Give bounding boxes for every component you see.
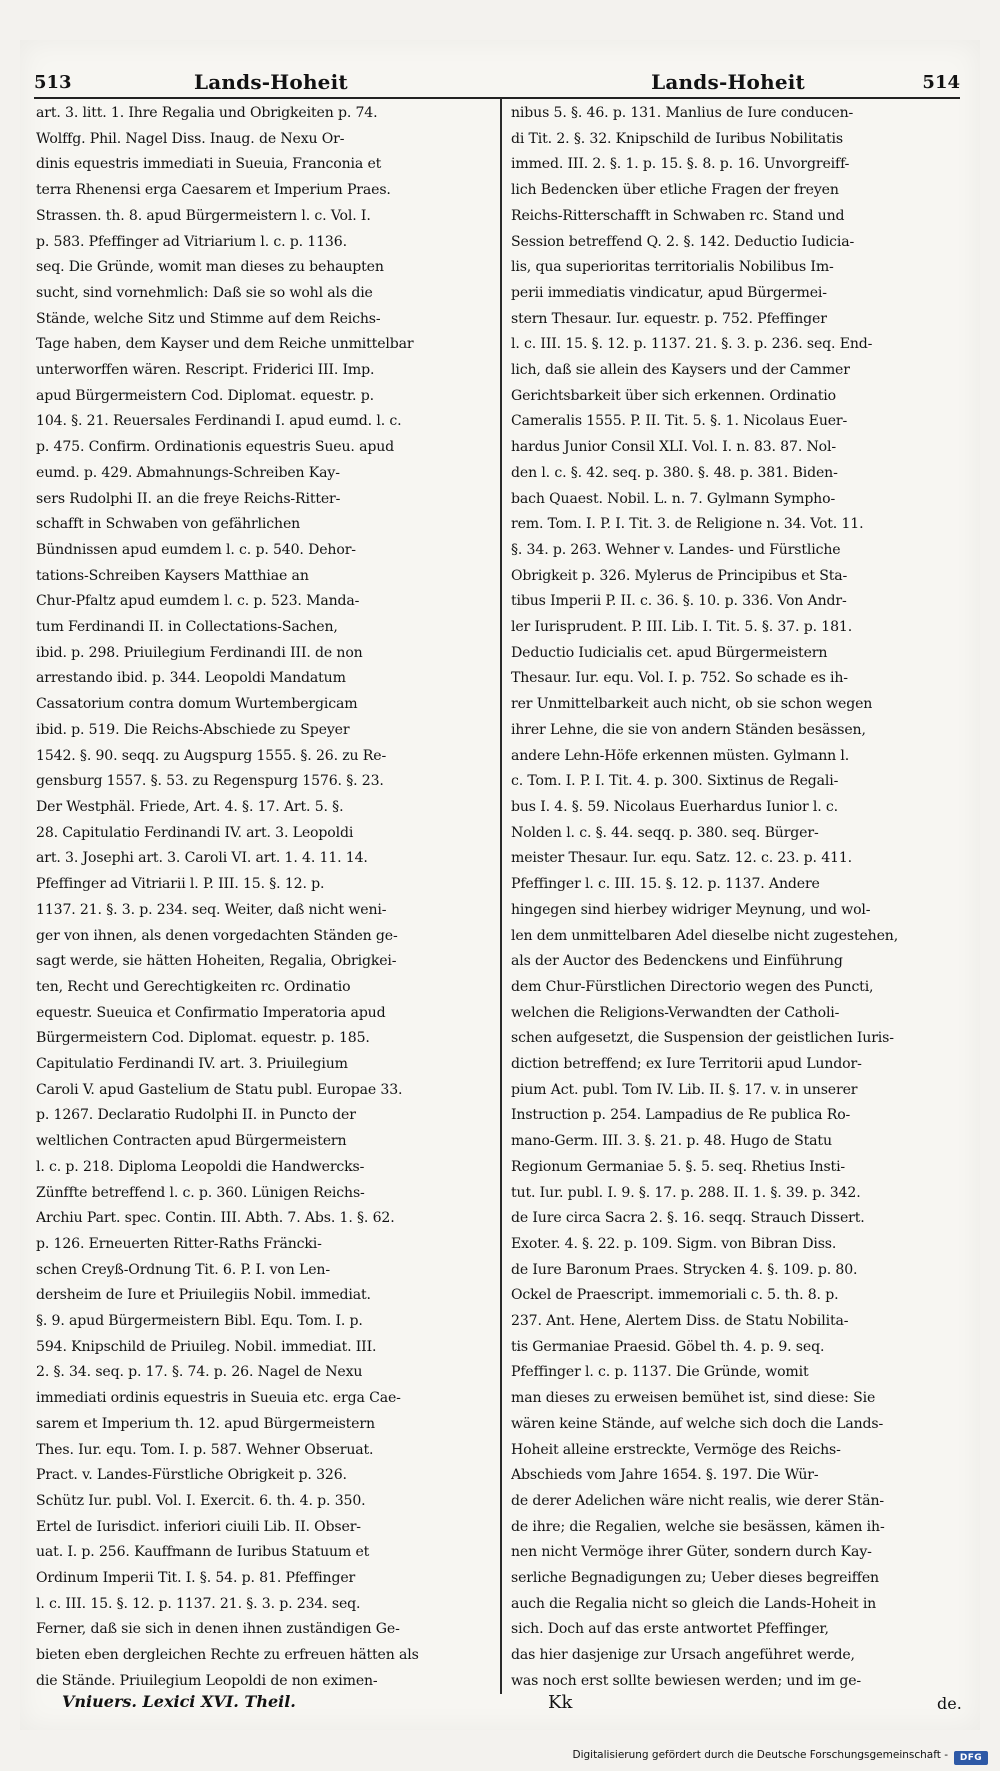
text-line: Tage haben, dem Kayser und dem Reiche unmittelbar	[36, 336, 414, 353]
text-line: p. 583. Pfeffinger ad Vitriarium l. c. p. 1136.	[36, 233, 347, 250]
text-line: ger von ihnen, als denen vorgedachten Ständen ge-	[36, 927, 398, 944]
text-line: Strassen. th. 8. apud Bürgermeistern l. c. Vol. I.	[36, 207, 371, 224]
text-line: ibid. p. 298. Priuilegium Ferdinandi III. de non	[36, 644, 363, 661]
text-line: Cassatorium contra domum Wurtembergicam	[36, 696, 358, 713]
text-line: was noch erst sollte bewiesen werden; und im ge-	[511, 1672, 862, 1689]
text-line: meister Thesaur. Iur. equ. Satz. 12. c. 23. p. 411.	[511, 850, 852, 867]
text-line: l. c. III. 15. §. 12. p. 1137. 21. §. 3. p. 236. seq. End-	[511, 336, 873, 353]
text-line: Ferner, daß sie sich in denen ihnen zuständigen Ge-	[36, 1621, 400, 1638]
text-line: stern Thesaur. Iur. equestr. p. 752. Pfeffinger	[511, 310, 827, 327]
text-line: diction betreffend; ex Iure Territorii apud Lundor-	[511, 1056, 862, 1073]
left-running-head: Lands-Hoheit	[194, 70, 348, 94]
text-line: als der Auctor des Bedenckens und Einführung	[511, 953, 843, 970]
right-column	[511, 101, 961, 1691]
text-line: Pract. v. Landes-Fürstliche Obrigkeit p. 326.	[36, 1467, 347, 1484]
text-line: rer Unmittelbarkeit auch nicht, ob sie schon wegen	[511, 696, 873, 713]
text-line: hardus Junior Consil XLI. Vol. I. n. 83. 87. Nol-	[511, 439, 836, 456]
text-line: Ordinum Imperii Tit. I. §. 54. p. 81. Pfeffinger	[36, 1570, 356, 1587]
volume-footer: Vniuers. Lexici XVI. Theil.	[62, 1692, 296, 1711]
text-line: immed. III. 2. §. 1. p. 15. §. 8. p. 16. Unvorgreiff-	[511, 156, 850, 173]
text-line: §. 34. p. 263. Wehner v. Landes- und Fürstliche	[511, 541, 841, 558]
text-line: apud Bürgermeistern Cod. Diplomat. equestr. p.	[36, 387, 374, 404]
text-line: tis Germaniae Praesid. Göbel th. 4. p. 9. seq.	[511, 1338, 825, 1355]
text-line: Hoheit alleine erstreckte, Vermöge des Reichs-	[511, 1441, 841, 1458]
text-line: Gerichtsbarkeit über sich erkennen. Ordinatio	[511, 387, 836, 404]
text-line: 2. §. 34. seq. p. 17. §. 74. p. 26. Nagel de Nexu	[36, 1364, 363, 1381]
text-line: tations-Schreiben Kaysers Matthiae an	[36, 567, 309, 584]
text-line: 237. Ant. Hene, Alertem Diss. de Statu Nobilita-	[511, 1313, 849, 1330]
signature-mark: Kk	[548, 1692, 573, 1713]
page-header	[34, 72, 960, 100]
column-divider	[500, 98, 502, 1694]
text-line: nibus 5. §. 46. p. 131. Manlius de Iure conducen-	[511, 105, 854, 121]
text-line: p. 126. Erneuerten Ritter-Raths Fräncki-	[36, 1235, 322, 1252]
text-line: ler Iurisprudent. P. III. Lib. I. Tit. 5. §. 37. p. 181.	[511, 619, 853, 636]
text-line: perii immediatis vindicatur, apud Bürgermei-	[511, 284, 827, 301]
text-line: p. 475. Confirm. Ordinationis equestris Sueu. apud	[36, 439, 394, 456]
left-page-number: 513	[34, 72, 72, 93]
text-line: c. Tom. I. P. I. Tit. 4. p. 300. Sixtinus de Regali-	[511, 773, 839, 790]
text-line: Instruction p. 254. Lampadius de Re publica Ro-	[511, 1107, 851, 1124]
text-line: Wolffg. Phil. Nagel Diss. Inaug. de Nexu Or-	[36, 130, 345, 147]
text-line: 104. §. 21. Reuersales Ferdinandi I. apud eumd. l. c.	[36, 413, 402, 430]
text-line: arrestando ibid. p. 344. Leopoldi Mandatum	[36, 670, 346, 687]
text-line: Obrigkeit p. 326. Mylerus de Principibus et Sta-	[511, 567, 848, 584]
text-line: de ihre; die Regalien, welche sie besässen, kämen ih-	[511, 1518, 885, 1535]
text-line: schen Creyß-Ordnung Tit. 6. P. I. von Len-	[36, 1261, 330, 1278]
text-line: dem Chur-Fürstlichen Directorio wegen des Puncti,	[511, 978, 874, 995]
text-line: l. c. p. 218. Diploma Leopoldi die Handwercks-	[36, 1158, 365, 1175]
text-line: Deductio Iudicialis cet. apud Bürgermeistern	[511, 644, 828, 661]
text-line: 594. Knipschild de Priuileg. Nobil. immediat. III.	[36, 1338, 377, 1355]
text-line: Ertel de Iurisdict. inferiori ciuili Lib. II. Obser-	[36, 1518, 361, 1535]
text-line: Regionum Germaniae 5. §. 5. seq. Rhetius Insti-	[511, 1158, 846, 1175]
text-line: Ockel de Praescript. immemoriali c. 5. th. 8. p.	[511, 1287, 839, 1304]
text-line: auch die Regalia nicht so gleich die Lands-Hoheit in	[511, 1595, 877, 1612]
text-line: art. 3. Josephi art. 3. Caroli VI. art. 1. 4. 11. 14.	[36, 850, 368, 867]
text-line: dersheim de Iure et Priuilegiis Nobil. immediat.	[36, 1287, 371, 1304]
text-line: Exoter. 4. §. 22. p. 109. Sigm. von Bibran Diss.	[511, 1235, 837, 1252]
text-line: sarem et Imperium th. 12. apud Bürgermeistern	[36, 1415, 375, 1432]
right-running-head: Lands-Hoheit	[651, 70, 805, 94]
text-line: Bürgermeistern Cod. Diplomat. equestr. p. 185.	[36, 1030, 370, 1047]
text-line: Pfeffinger l. c. p. 1137. Die Gründe, womit	[511, 1364, 809, 1381]
text-line: ihrer Lehne, die sie von andern Ständen besässen,	[511, 721, 866, 738]
text-line: bus I. 4. §. 59. Nicolaus Euerhardus Iunior l. c.	[511, 798, 838, 815]
text-line: lich, daß sie allein des Kaysers und der Cammer	[511, 362, 850, 379]
text-line: §. 9. apud Bürgermeistern Bibl. Equ. Tom. I. p.	[36, 1313, 363, 1330]
text-line: schen aufgesetzt, die Suspension der geistlichen Iuris-	[511, 1030, 894, 1047]
text-line: mano-Germ. III. 3. §. 21. p. 48. Hugo de Statu	[511, 1133, 832, 1150]
text-line: de derer Adelichen wäre nicht realis, wie derer Stän-	[511, 1492, 884, 1509]
text-line: 1137. 21. §. 3. p. 234. seq. Weiter, daß nicht weni-	[36, 901, 387, 918]
text-line: len dem unmittelbaren Adel dieselbe nicht zugestehen,	[511, 927, 899, 944]
text-line: schafft in Schwaben von gefährlichen	[36, 516, 301, 533]
text-line: Zünffte betreffend l. c. p. 360. Lünigen Reichs-	[36, 1184, 365, 1201]
text-line: bieten eben dergleichen Rechte zu erfreuen hätten als	[36, 1647, 419, 1664]
text-line: Caroli V. apud Gastelium de Statu publ. Europae 33.	[36, 1081, 403, 1098]
text-line: Thesaur. Iur. equ. Vol. I. p. 752. So schade es ih-	[511, 670, 848, 687]
text-line: sich. Doch auf das erste antwortet Pfeffinger,	[511, 1621, 829, 1638]
text-line: l. c. III. 15. §. 12. p. 1137. 21. §. 3. p. 234. seq.	[36, 1595, 361, 1612]
text-line: Abschieds vom Jahre 1654. §. 197. Die Wür-	[511, 1467, 819, 1484]
text-line: nen nicht Vermöge ihrer Güter, sondern durch Kay-	[511, 1544, 872, 1561]
text-line: tibus Imperii P. II. c. 36. §. 10. p. 336. Von Andr-	[511, 593, 847, 610]
text-line: terra Rhenensi erga Caesarem et Imperium Praes.	[36, 182, 391, 199]
text-line: Thes. Iur. equ. Tom. I. p. 587. Wehner Obseruat.	[36, 1441, 374, 1458]
text-line: unterworffen wären. Rescript. Friderici III. Imp.	[36, 362, 375, 379]
text-line: serliche Begnadigungen zu; Ueber dieses begreiffen	[511, 1570, 879, 1587]
text-line: 28. Capitulatio Ferdinandi IV. art. 3. Leopoldi	[36, 824, 354, 841]
text-line: Session betreffend Q. 2. §. 142. Deductio Iudicia-	[511, 233, 855, 250]
text-line: Bündnissen apud eumdem l. c. p. 540. Dehor-	[36, 541, 356, 558]
text-line: seq. Die Gründe, womit man dieses zu behaupten	[36, 259, 384, 276]
text-line: Pfeffinger ad Vitriarii l. P. III. 15. §. 12. p.	[36, 876, 325, 893]
text-line: Chur-Pfaltz apud eumdem l. c. p. 523. Manda-	[36, 593, 360, 610]
text-line: Pfeffinger l. c. III. 15. §. 12. p. 1137. Andere	[511, 876, 820, 893]
dfg-logo: DFG	[954, 1751, 988, 1765]
text-line: bach Quaest. Nobil. L. n. 7. Gylmann Sympho-	[511, 490, 836, 507]
text-line: sers Rudolphi II. an die freye Reichs-Ritter-	[36, 490, 341, 507]
text-line: art. 3. litt. 1. Ihre Regalia und Obrigkeiten p. 74.	[36, 105, 378, 121]
text-line: dinis equestris immediati in Sueuia, Franconia et	[36, 156, 382, 173]
text-line: andere Lehn-Höfe erkennen müsten. Gylmann l.	[511, 747, 850, 764]
text-line: ten, Recht und Gerechtigkeiten rc. Ordinatio	[36, 978, 351, 995]
text-line: lich Bedencken über etliche Fragen der freyen	[511, 182, 839, 199]
text-line: p. 1267. Declaratio Rudolphi II. in Puncto der	[36, 1107, 356, 1124]
text-line: uat. I. p. 256. Kauffmann de Iuribus Statuum et	[36, 1544, 370, 1561]
text-line: eumd. p. 429. Abmahnungs-Schreiben Kay-	[36, 464, 340, 481]
digitization-credit: Digitalisierung gefördert durch die Deutsche Forschungsgemeinschaft -	[572, 1749, 948, 1761]
text-line: di Tit. 2. §. 32. Knipschild de Iuribus Nobilitatis	[511, 130, 843, 147]
text-line: sagt werde, sie hätten Hoheiten, Regalia, Obrigkei-	[36, 953, 397, 970]
text-line: lis, qua superioritas territorialis Nobilibus Im-	[511, 259, 834, 276]
text-line: Stände, welche Sitz und Stimme auf dem Reichs-	[36, 310, 381, 327]
text-line: de Iure circa Sacra 2. §. 16. seqq. Strauch Dissert.	[511, 1210, 865, 1227]
text-line: die Stände. Priuilegium Leopoldi de non eximen-	[36, 1672, 378, 1689]
text-line: ibid. p. 519. Die Reichs-Abschiede zu Speyer	[36, 721, 350, 738]
right-page-number: 514	[922, 72, 960, 93]
text-line: 1542. §. 90. seqq. zu Augspurg 1555. §. 26. zu Re-	[36, 747, 387, 764]
text-line: Capitulatio Ferdinandi IV. art. 3. Priuilegium	[36, 1056, 348, 1073]
text-line: immediati ordinis equestris in Sueuia etc. erga Cae-	[36, 1390, 401, 1407]
text-line: Nolden l. c. §. 44. seqq. p. 380. seq. Bürger-	[511, 824, 819, 841]
text-line: das hier dasjenige zur Ursach angeführet werde,	[511, 1647, 855, 1664]
text-line: Der Westphäl. Friede, Art. 4. §. 17. Art. 5. §.	[36, 798, 344, 815]
text-line: sucht, sind vornehmlich: Daß sie so wohl als die	[36, 284, 373, 301]
text-line: hingegen sind hierbey widriger Meynung, und wol-	[511, 901, 871, 918]
text-line: Reichs-Ritterschafft in Schwaben rc. Stand und	[511, 207, 845, 224]
text-line: wären keine Stände, auf welche sich doch die Lands-	[511, 1415, 884, 1432]
text-line: Schütz Iur. publ. Vol. I. Exercit. 6. th. 4. p. 350.	[36, 1492, 366, 1509]
text-line: Archiu Part. spec. Contin. III. Abth. 7. Abs. 1. §. 62.	[36, 1210, 395, 1227]
text-line: man dieses zu erweisen bemühet ist, sind diese: Sie	[511, 1390, 876, 1407]
text-line: rem. Tom. I. P. I. Tit. 3. de Religione n. 34. Vot. 11.	[511, 516, 864, 533]
text-line: pium Act. publ. Tom IV. Lib. II. §. 17. v. in unserer	[511, 1081, 858, 1098]
text-line: equestr. Sueuica et Confirmatio Imperatoria apud	[36, 1004, 386, 1021]
text-line: welchen die Religions-Verwandten der Catholi-	[511, 1004, 840, 1021]
header-rule	[34, 97, 960, 99]
text-line: gensburg 1557. §. 53. zu Regenspurg 1576. §. 23.	[36, 773, 384, 790]
text-line: de Iure Baronum Praes. Strycken 4. §. 109. p. 80.	[511, 1261, 858, 1278]
text-line: weltlichen Contracten apud Bürgermeistern	[36, 1133, 347, 1150]
catchword: de.	[937, 1694, 962, 1713]
text-line: den l. c. §. 42. seq. p. 380. §. 48. p. 381. Biden-	[511, 464, 838, 481]
left-column	[36, 101, 488, 1691]
text-line: tum Ferdinandi II. in Collectations-Sachen,	[36, 619, 338, 636]
text-line: tut. Iur. publ. I. 9. §. 17. p. 288. II. 1. §. 39. p. 342.	[511, 1184, 861, 1201]
text-line: Cameralis 1555. P. II. Tit. 5. §. 1. Nicolaus Euer-	[511, 413, 848, 430]
